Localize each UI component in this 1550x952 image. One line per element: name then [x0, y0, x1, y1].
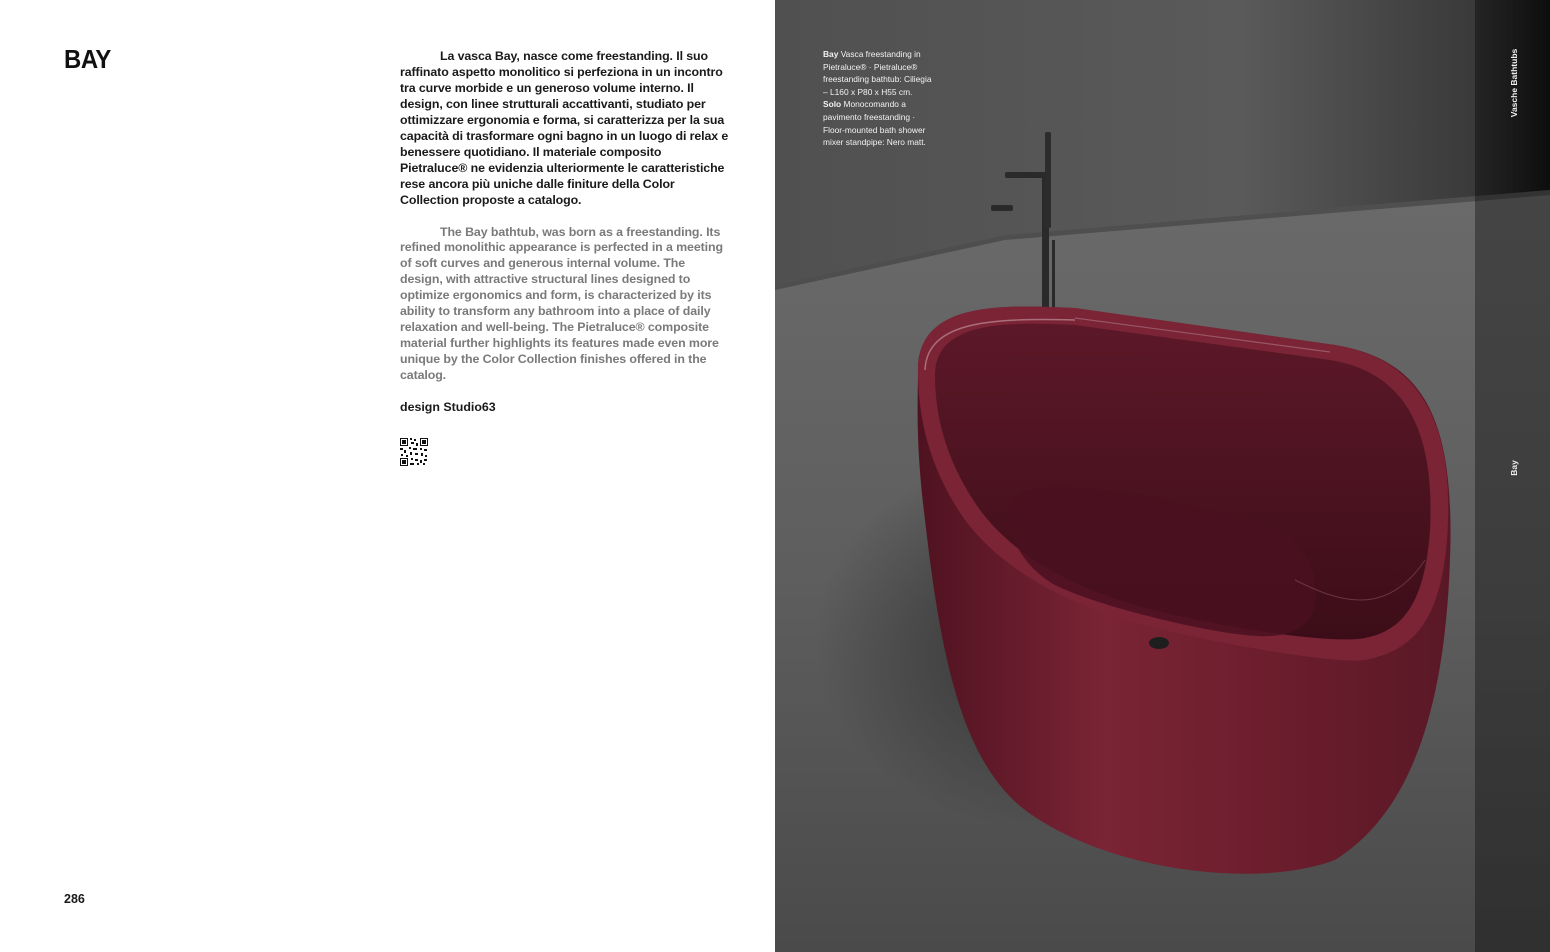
- caption-bay-text: Vasca freestanding in Pietraluce® · Pietraluce® freestanding bathtub: Ciliegia – L160 x P80 x H55 cm.: [823, 49, 932, 97]
- page-title: BAY: [64, 44, 111, 74]
- caption-solo-text: Monocomando a pavimento freestanding · Floor-mounted bath shower mixer standpipe: Nero matt.: [823, 99, 926, 148]
- product-side-label: Bay: [1509, 460, 1519, 476]
- section-side-label: Vasche Bathtubs: [1509, 48, 1519, 118]
- text-column: [400, 49, 730, 466]
- caption-bay-label: Bay: [823, 49, 839, 59]
- right-page: [775, 0, 1550, 952]
- paragraph-italian-text: La vasca Bay, nasce come freestanding. Il suo raffinato aspetto monolitico si perfeziona in un incontro tra curve morbide e un generoso volume interno. Il design, con linee strutturali accattivanti, studiato per ottimizzare ergonomia e forma, si caratterizza per la sua capacità di trasformare ogni bagno in un luogo di relax e benessere quotidiano. Il materiale composito Pietraluce® ne evidenzia ulteriormente le caratteristiche rese ancora più uniche dalle finiture della Color Collection proposte a catalogo.: [400, 49, 729, 207]
- paragraph-english: [400, 225, 730, 385]
- paragraph-italian: [400, 49, 730, 209]
- qr-code-icon[interactable]: [400, 438, 428, 466]
- paragraph-english-text: The Bay bathtub, was born as a freestanding. Its refined monolithic appearance is perfected in a meeting of soft curves and generous internal volume. The design, with attractive structural lines designed to optimize ergonomics and form, is characterized by its ability to transform any bathroom into a place of daily relaxation and well-being. The Pietraluce® composite material further highlights its features made even more unique by the Color Collection finishes offered in the catalog.: [400, 224, 723, 383]
- caption-solo-label: Solo: [823, 99, 842, 110]
- photo-caption: [823, 48, 935, 149]
- page-number: 286: [64, 892, 85, 906]
- design-credit: design Studio63: [400, 400, 496, 415]
